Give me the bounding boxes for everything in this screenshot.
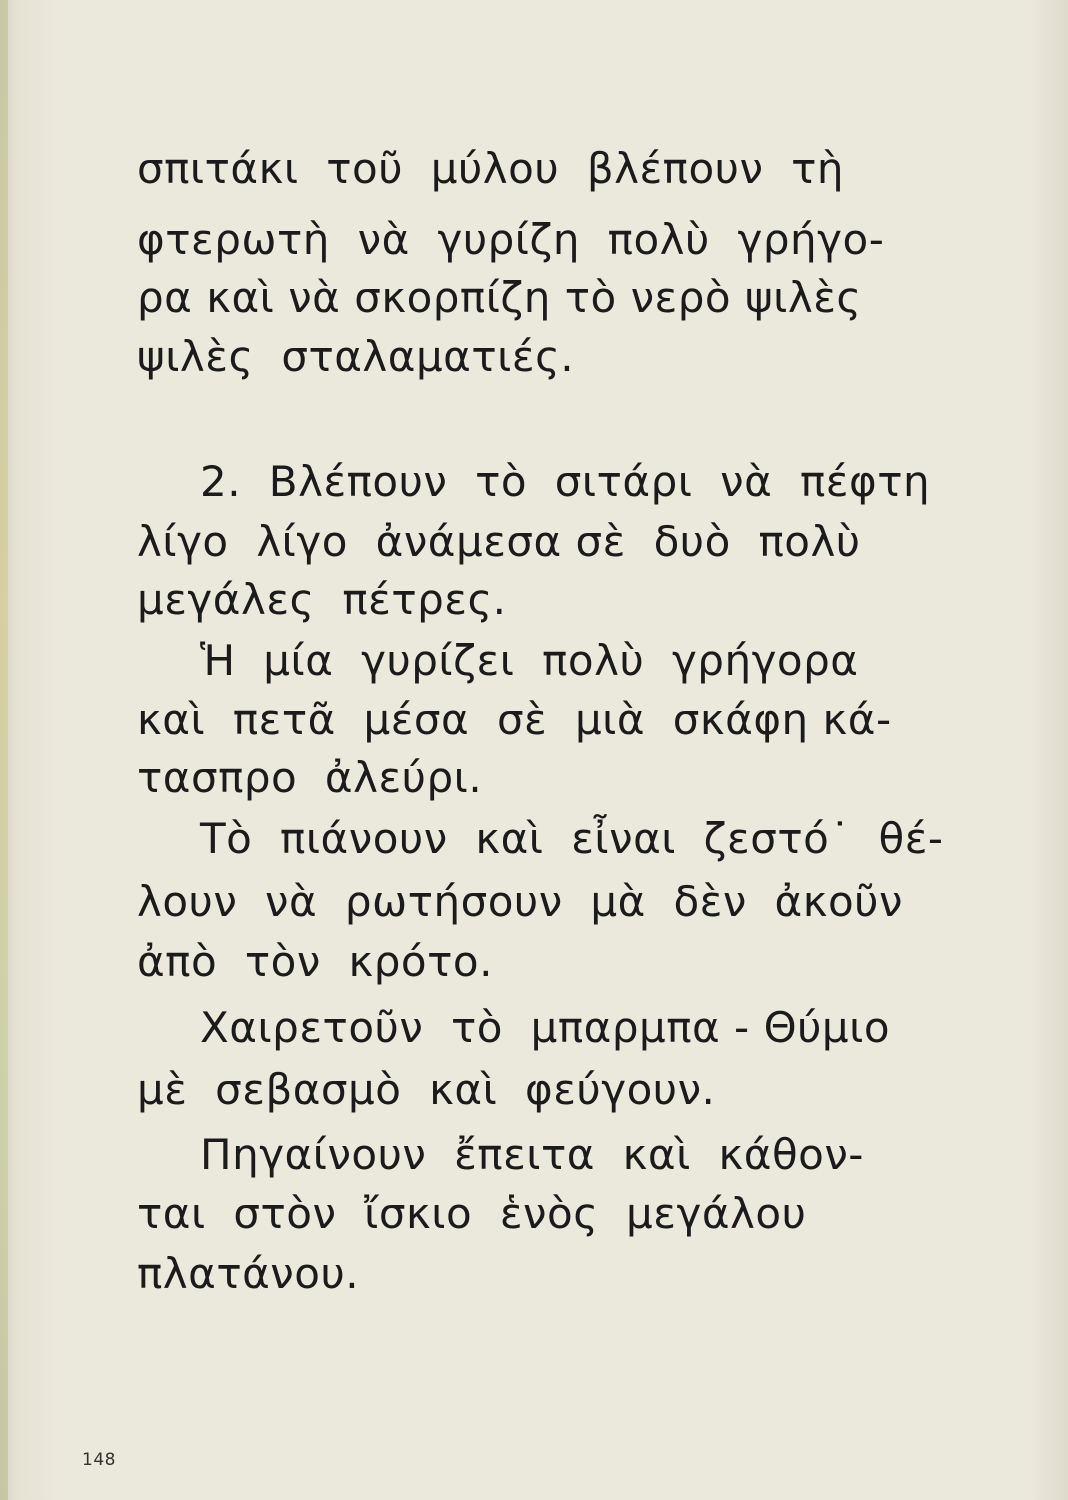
text-line: Πηγαίνουν ἔπειτα καὶ κάθον- [200, 1130, 864, 1179]
text-line: σπιτάκι τοῦ μύλου βλέπουν τὴ [137, 144, 845, 193]
text-line: ψιλὲς σταλαματιές. [137, 332, 575, 381]
text-line: καὶ πετᾶ μέσα σὲ μιὰ σκάφη κά- [137, 695, 892, 744]
text-line: πλατάνου. [137, 1249, 360, 1298]
text-line: ρα καὶ νὰ σκορπίζη τὸ νερὸ ψιλὲς [137, 273, 862, 322]
text-line: φτερωτὴ νὰ γυρίζη πολὺ γρήγο- [137, 215, 885, 264]
text-line: μὲ σεβασμὸ καὶ φεύγουν. [137, 1065, 716, 1114]
text-line: τασπρο ἀλεύρι. [137, 753, 483, 802]
text-line: Χαιρετοῦν τὸ μπαρμπα - Θύμιο [200, 1003, 891, 1052]
text-line: Τὸ πιάνουν καὶ εἶναι ζεστό˙ θέ- [200, 814, 944, 863]
text-line: ἀπὸ τὸν κρότο. [137, 937, 493, 986]
text-line: λουν νὰ ρωτήσουν μὰ δὲν ἀκοῦν [137, 877, 903, 926]
book-spine-edge [0, 0, 8, 1500]
page-number: 148 [82, 1450, 116, 1470]
text-line: λίγο λίγο ἀνάμεσα σὲ δυὸ πολὺ [137, 517, 861, 566]
text-line: 2. Βλέπουν τὸ σιτάρι νὰ πέφτη [200, 457, 931, 506]
text-line: ται στὸν ἴσκιο ἑνὸς μεγάλου [137, 1189, 807, 1238]
text-line: μεγάλες πέτρες. [137, 575, 507, 624]
text-line: Ἡ μία γυρίζει πολὺ γρήγορα [200, 636, 859, 685]
